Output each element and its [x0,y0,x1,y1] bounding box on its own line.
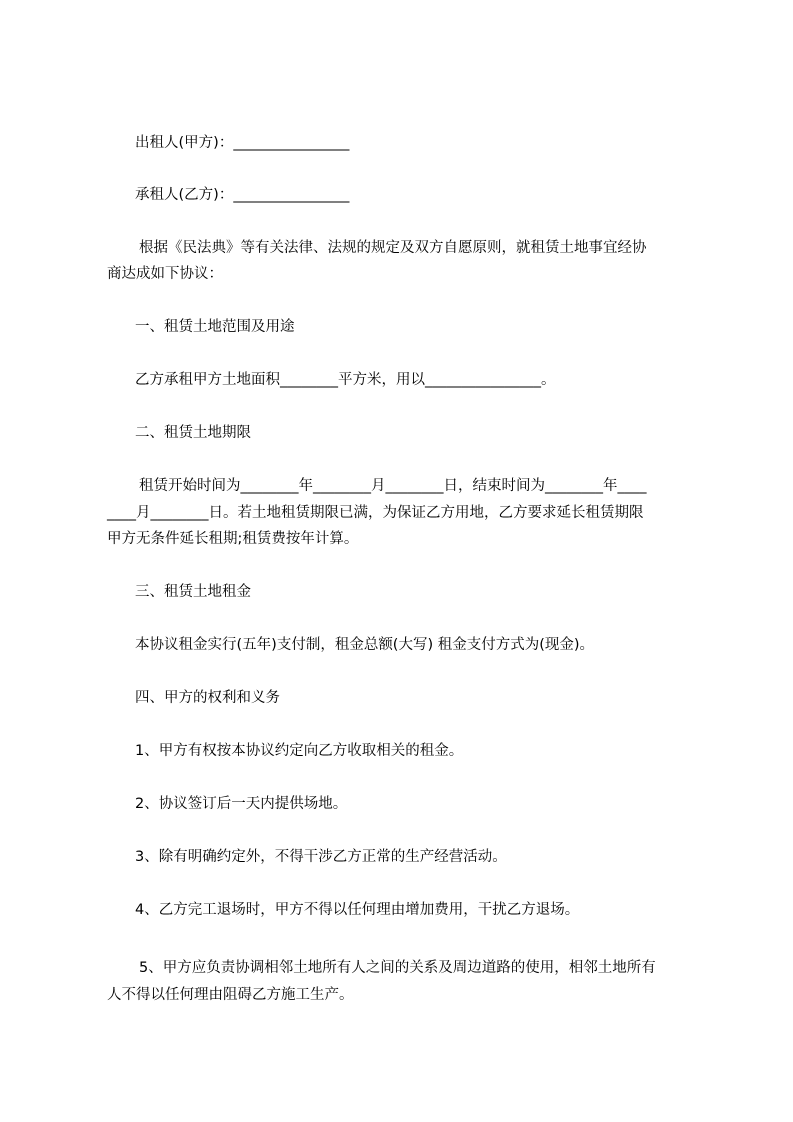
section-4-item-5-line-2: 人不得以任何理由阻碍乙方施工生产。 [107,987,354,1003]
section-1-heading: 一、租赁土地范围及用途 [135,319,295,335]
section-1-body: 乙方承租甲方土地面积________平方米，用以________________。 [135,372,556,388]
section-4-item-3: 3、除有明确约定外，不得干涉乙方正常的生产经营活动。 [135,849,507,865]
section-2-line-3: 甲方无条件延长租期;租赁费按年计算。 [107,531,359,547]
section-3-body: 本协议租金实行(五年)支付制，租金总额(大写) 租金支付方式为(现金)。 [135,637,595,653]
lessee-line: 承租人(乙方)：________________ [135,187,350,203]
section-4-item-2: 2、协议签订后一天内提供场地。 [135,796,348,812]
lessor-line: 出租人(甲方)：________________ [135,135,350,151]
section-4-item-5-line-1: 5、甲方应负责协调相邻土地所有人之间的关系及周边道路的使用，相邻土地所有 [139,960,656,976]
section-2-heading: 二、租赁土地期限 [135,425,251,441]
section-2-line-2: ____月________日。若土地租赁期限已满，为保证乙方用地，乙方要求延长租赁期限 [107,505,644,521]
section-4-item-4: 4、乙方完工退场时，甲方不得以任何理由增加费用，干扰乙方退场。 [135,902,580,918]
intro-line-2: 商达成如下协议： [107,266,223,282]
intro-line-1: 根据《民法典》等有关法律、法规的规定及双方自愿原则，就租赁土地事宜经协 [139,240,647,256]
section-3-heading: 三、租赁土地租金 [135,584,251,600]
section-2-line-1: 租赁开始时间为________年________月________日，结束时间为________年____ [139,478,647,494]
section-4-heading: 四、甲方的权利和义务 [135,690,280,706]
section-4-item-1: 1、甲方有权按本协议约定向乙方收取相关的租金。 [135,743,464,759]
